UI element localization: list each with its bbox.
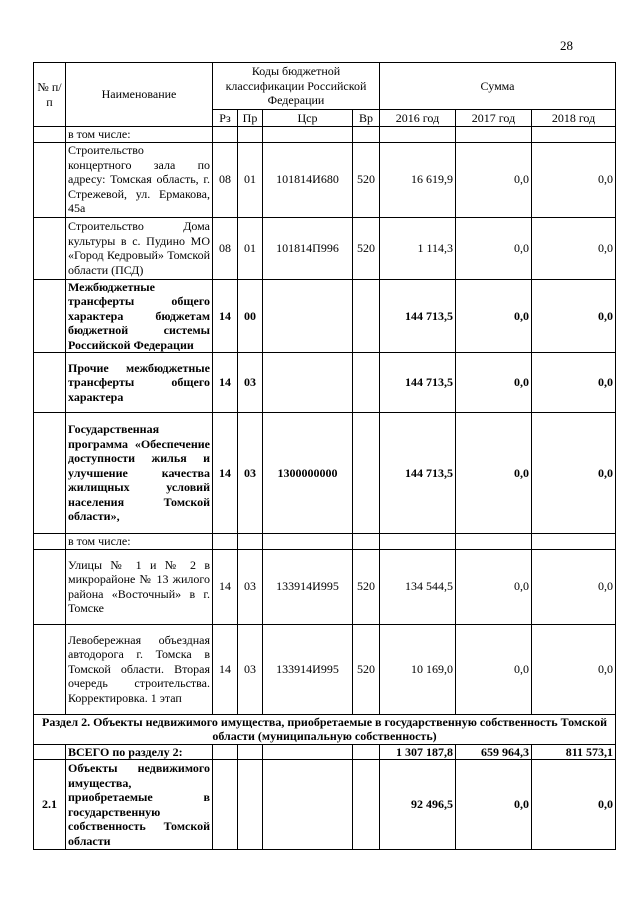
section-2-total-label: ВСЕГО по разделу 2: (66, 744, 213, 760)
cell-2018: 0,0 (532, 217, 616, 279)
cell-vr (353, 413, 380, 534)
cell-pr: 01 (238, 142, 263, 217)
cell-csr (263, 127, 353, 143)
page-number: 28 (560, 38, 573, 53)
cell-2017 (456, 127, 532, 143)
cell-rz: 08 (213, 142, 238, 217)
header-2016: 2016 год (380, 110, 456, 127)
cell-2017 (456, 534, 532, 550)
cell-2018: 0,0 (532, 413, 616, 534)
cell-2016: 144 713,5 (380, 279, 456, 353)
cell-name: Государственная программа «Обеспечение доступности жилья и улучшение качества жилищных условий населения Томской области», (66, 413, 213, 534)
cell-pr: 03 (238, 624, 263, 714)
cell-pr: 01 (238, 217, 263, 279)
cell-2018 (532, 127, 616, 143)
section-header-row (34, 714, 616, 744)
cell-name: в том числе: (66, 534, 213, 550)
cell-csr: 133914И995 (263, 624, 353, 714)
cell-2018: 0,0 (532, 279, 616, 353)
cell-name: Прочие межбюджетные трансферты общего характера (66, 353, 213, 413)
table-row (34, 127, 616, 143)
cell-vr: 520 (353, 624, 380, 714)
cell-2017: 0,0 (456, 549, 532, 624)
cell-vr (353, 534, 380, 550)
cell-num: 2.1 (34, 760, 66, 850)
cell-2016: 144 713,5 (380, 353, 456, 413)
cell-rz: 14 (213, 549, 238, 624)
cell-rz: 14 (213, 279, 238, 353)
cell-2016: 144 713,5 (380, 413, 456, 534)
cell-rz: 14 (213, 413, 238, 534)
cell-pr: 03 (238, 549, 263, 624)
header-2017: 2017 год (456, 110, 532, 127)
cell-vr (353, 279, 380, 353)
cell-csr (263, 353, 353, 413)
header-pr: Пр (238, 110, 263, 127)
table-row (34, 279, 616, 353)
cell-2016 (380, 534, 456, 550)
cell-2018: 0,0 (532, 760, 616, 850)
cell-rz (213, 760, 238, 850)
cell-name: Левобережная объездная автодорога г. Томска в Томской области. Вторая очередь строительства. Корректировка. 1 этап (66, 624, 213, 714)
cell-num (34, 127, 66, 143)
cell-name: Межбюджетные трансферты общего характера бюджетам бюджетной системы Российской Федерации (66, 279, 213, 353)
cell-num (34, 279, 66, 353)
table-row (34, 142, 616, 217)
cell-pr: 03 (238, 413, 263, 534)
cell-rz (213, 127, 238, 143)
table-row (34, 413, 616, 534)
table-row (34, 353, 616, 413)
section-2-total-2016: 1 307 187,8 (380, 744, 456, 760)
cell-2018 (532, 534, 616, 550)
header-csr: Цср (263, 110, 353, 127)
cell-vr: 520 (353, 549, 380, 624)
cell-csr: 101814И680 (263, 142, 353, 217)
cell-2018: 0,0 (532, 549, 616, 624)
cell-pr (238, 760, 263, 850)
table-row (34, 624, 616, 714)
cell-2017: 0,0 (456, 413, 532, 534)
cell-vr: 520 (353, 217, 380, 279)
cell-rz: 08 (213, 217, 238, 279)
header-row-top (34, 63, 616, 110)
cell-vr (353, 760, 380, 850)
cell-num (34, 549, 66, 624)
header-sum-group: Сумма (380, 63, 616, 110)
table-row (34, 217, 616, 279)
cell-name: Объекты недвижимого имущества, приобретаемые в государственную собственность Томской области (66, 760, 213, 850)
header-codes-group: Коды бюджетной классификации Российской Федерации (213, 63, 380, 110)
cell-vr (353, 744, 380, 760)
cell-pr (238, 534, 263, 550)
cell-csr (263, 744, 353, 760)
table-row (34, 549, 616, 624)
cell-vr (353, 353, 380, 413)
cell-2017: 0,0 (456, 760, 532, 850)
cell-2016: 1 114,3 (380, 217, 456, 279)
cell-csr (263, 760, 353, 850)
cell-2016: 134 544,5 (380, 549, 456, 624)
cell-num (34, 353, 66, 413)
cell-num (34, 534, 66, 550)
cell-vr (353, 127, 380, 143)
cell-name: Улицы № 1 и № 2 в микрорайоне № 13 жилого района «Восточный» в г. Томске (66, 549, 213, 624)
cell-csr: 133914И995 (263, 549, 353, 624)
cell-rz: 14 (213, 624, 238, 714)
cell-2016 (380, 127, 456, 143)
table-row (34, 534, 616, 550)
cell-2016: 10 169,0 (380, 624, 456, 714)
cell-2018: 0,0 (532, 624, 616, 714)
section-total-row (34, 744, 616, 760)
header-num: № п/п (34, 63, 66, 127)
cell-num (34, 217, 66, 279)
cell-2016: 16 619,9 (380, 142, 456, 217)
cell-vr: 520 (353, 142, 380, 217)
section-2-total-2018: 811 573,1 (532, 744, 616, 760)
header-vr: Вр (353, 110, 380, 127)
cell-pr: 03 (238, 353, 263, 413)
cell-num (34, 624, 66, 714)
header-rz: Рз (213, 110, 238, 127)
cell-2017: 0,0 (456, 279, 532, 353)
cell-pr: 00 (238, 279, 263, 353)
cell-pr (238, 127, 263, 143)
header-2018: 2018 год (532, 110, 616, 127)
cell-2018: 0,0 (532, 353, 616, 413)
cell-pr (238, 744, 263, 760)
cell-rz (213, 744, 238, 760)
budget-table (33, 62, 616, 850)
cell-csr: 1300000000 (263, 413, 353, 534)
cell-name: Строительство концертного зала по адресу: Томская область, г. Стрежевой, ул. Ермакова, 45а (66, 142, 213, 217)
cell-name: Строительство Дома культуры в с. Пудино МО «Город Кедровый» Томской области (ПСД) (66, 217, 213, 279)
section-2-total-2017: 659 964,3 (456, 744, 532, 760)
cell-num (34, 744, 66, 760)
cell-csr (263, 534, 353, 550)
cell-2017: 0,0 (456, 353, 532, 413)
section-2-title: Раздел 2. Объекты недвижимого имущества, приобретаемые в государственную собственность Томской области (муниципальную собственность) (34, 714, 616, 744)
cell-csr: 101814П996 (263, 217, 353, 279)
cell-2016: 92 496,5 (380, 760, 456, 850)
cell-name: в том числе: (66, 127, 213, 143)
cell-2017: 0,0 (456, 217, 532, 279)
cell-2018: 0,0 (532, 142, 616, 217)
cell-csr (263, 279, 353, 353)
cell-num (34, 413, 66, 534)
cell-2017: 0,0 (456, 142, 532, 217)
cell-rz: 14 (213, 353, 238, 413)
cell-2017: 0,0 (456, 624, 532, 714)
cell-rz (213, 534, 238, 550)
header-name: Наименование (66, 63, 213, 127)
cell-num (34, 142, 66, 217)
table-row (34, 760, 616, 850)
